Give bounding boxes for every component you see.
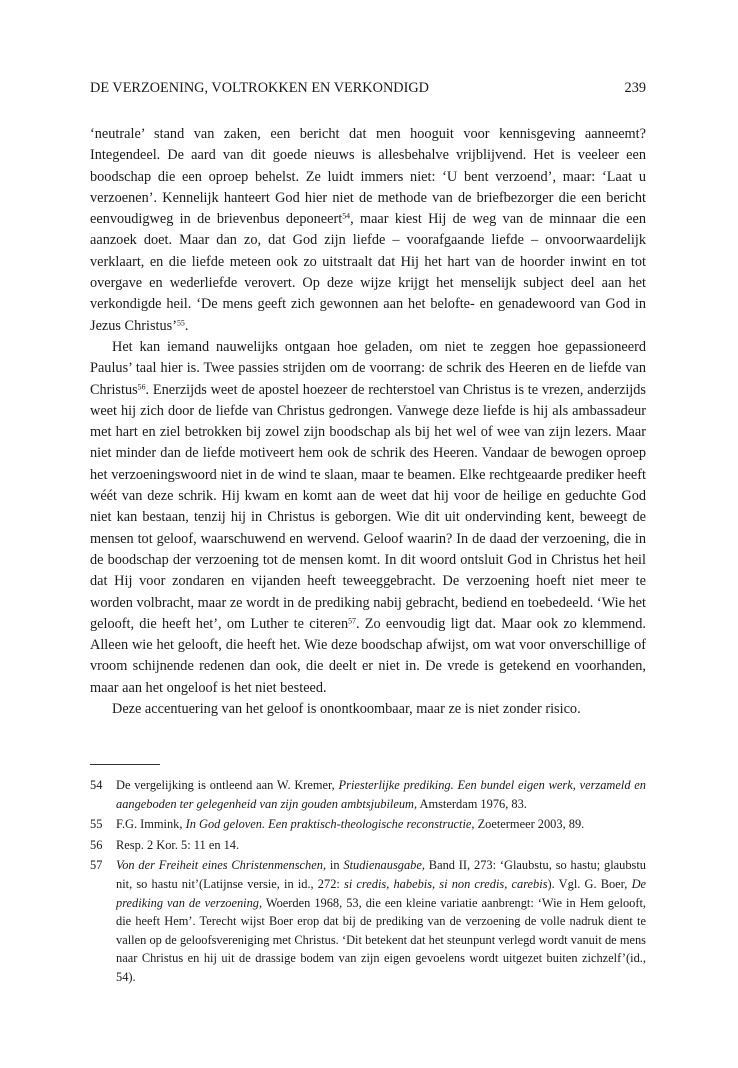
footnote-ref[interactable]: 56 xyxy=(137,381,146,391)
paragraph: ‘neutrale’ stand van zaken, een bericht dat men hooguit voor kennisgeving aanneemt? Integendeel. De aard van dit goede nieuws is allesbehalve vrijblijvend. Het is veeleer een boodschap die een oproep behelst. Ze luidt immers niet: ‘U bent verzoend’, maar: ‘Laat u verzoenen’. Kennelijk hanteert God hier niet de methode van de briefbezorger die een bericht eenvoudigweg in de brievenbus deponeert$^{54}$, maar kiest Hij de weg van de minnaar die een aanzoek doet. Maar dan zo, dat God zijn liefde – voorafgaande liefde – onvoorwaardelijk verklaart, en die liefde meteen ook zo uitstraalt dat Hij het hart van de hoorder inwint en tot overgave en wederliefde verovert. Op deze wijze krijgt het menselijk subject deel aan het verkondigde heil. ‘De mens geeft zich gewonnen aan het belofte- en genadewoord van God in Jezus Christus’$^{55}$. xyxy=(90,126,646,334)
page-number: 239 xyxy=(624,80,646,96)
footnote-text: Resp. 2 Kor. 5: 11 en 14. xyxy=(116,837,240,852)
footnote xyxy=(90,856,646,986)
footnote-number: 56 xyxy=(90,837,103,852)
paragraph: Deze accentuering van het geloof is onontkoombaar, maar ze is niet zonder risico. xyxy=(112,701,581,718)
paragraph: Het kan iemand nauwelijks ontgaan hoe geladen, om niet te zeggen hoe gepassioneerd Paulus’ taal hier is. Twee passies strijden om de voorrang: de schrik des Heeren en de liefde van Christus$^{56}$. Enerzijds weet de apostel hoezeer de rechterstoel van Christus is te vrezen, anderzijds weet hij zich door de liefde van Christus gedrongen. Vanwege deze liefde is hij als ambassadeur met hart en ziel betrokken bij zowel zijn boodschap als bij het wel of wee van zijn lezers. Maar niet minder dan de liefde motiveert hem ook de schrik des Heeren. Vandaar de bewogen oproep het verzoeningswoord niet in de wind te slaan, maar te beamen. Elke rechtgeaarde prediker heeft wéét van deze schrik. Hij kwam en komt aan de weet dat hij voor de heilige en geduchte God niet kan bestaan, tenzij hij in Christus is geborgen. Wie dit uit ondervinding kent, beweegt de mensen tot geloof, waarschuwend en wervend. Geloof waarin? In de daad der verzoening, die in de boodschap der verzoening tot de mensen komt. In dit woord ontsluit God in Christus het heil dat Hij voor zondaren en vijanden heeft teweeggebracht. De verzoening hoeft niet meer te worden volbracht, maar ze wordt in de prediking nabij gebracht, bediend en toebedeeld. ‘Wie het gelooft, die heeft het’, om Luther te citeren$^{57}$. Zo eenvoudig ligt dat. Maar ook zo klemmend. Alleen wie het gelooft, die heeft het. Wie deze boodschap afwijst, om wat voor onverschillige of vroom schijnende redenen dan ook, die deelt er niet in. De vrede is getekend en voorhanden, maar aan het ongeloof is het niet besteed. xyxy=(90,338,646,696)
footnote-ref[interactable]: 54 xyxy=(342,211,351,221)
footnote-text: Von der Freiheit eines Christenmenschen, in Studienausgabe, Band II, 273: ‘Glaubstu, so hastu; glaubstu nit, so hastu nit’(Latijnse versie, in id., 272: si credis, habebis, si non credis, carebis). Vgl. G. Boer, De prediking van de verzoening, Woerden 1968, 53, die een kleine variatie aanbrengt: ‘Wie in Hem gelooft, die heeft Hem’. Terecht wijst Boer erop dat bij de prediking van de verzoening de volle nadruk dient te vallen op de geloofsvereniging met Christus. ‘Dit betekent dat het steunpunt verlegd wordt vanuit de mens naar Christus en hij uit de drassige bodem van zijn eigen gevoelens wordt uitgezet buiten zichzelf’(id., 54). xyxy=(116,858,647,984)
footnote-text: F.G. Immink, In God geloven. Een praktisch-theologische reconstructie, Zoetermeer 2003, 89. xyxy=(116,817,585,832)
footnote xyxy=(90,776,646,813)
footnotes xyxy=(90,776,646,989)
main-text xyxy=(90,124,646,720)
footnote-number: 54 xyxy=(90,778,103,792)
footnote-number: 55 xyxy=(90,817,103,832)
footnote-ref[interactable]: 55 xyxy=(176,317,185,327)
footnote-ref[interactable]: 57 xyxy=(348,616,356,626)
footnote xyxy=(90,815,646,834)
footnote-text: De vergelijking is ontleend aan W. Kremer, Priesterlijke prediking. Een bundel eigen werk, verzameld en aangeboden ter gelegenheid van zijn gouden ambtsjubileum, Amsterdam 1976, 83. xyxy=(116,778,646,811)
footnote-number: 57 xyxy=(90,858,103,873)
footnote-divider xyxy=(90,764,160,765)
chapter-title: DE VERZOENING, VOLTROKKEN EN VERKONDIGD xyxy=(90,80,430,96)
running-header xyxy=(90,78,646,98)
footnote xyxy=(90,836,646,855)
